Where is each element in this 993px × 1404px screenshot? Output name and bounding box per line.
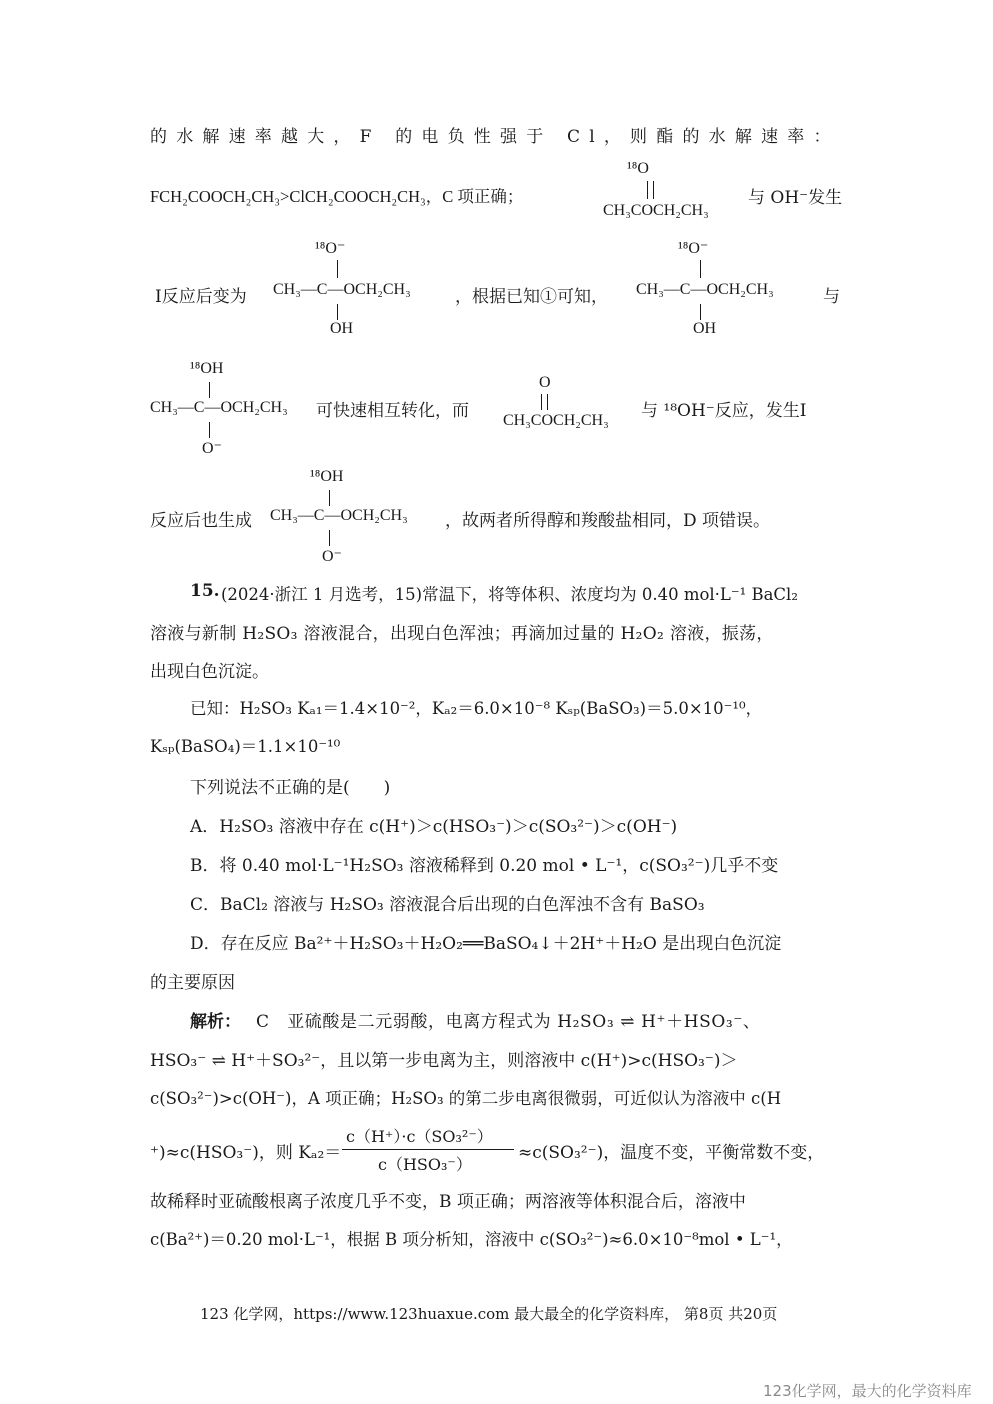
text-line-4b: 与 ¹⁸OH⁻反应，发生Ⅰ: [641, 401, 807, 421]
text-line-2a: FCH₂COOCH₂CH₃>ClCH₂COOCH₂CH₃，C 项正确；: [150, 187, 524, 206]
option-d-line-2: 的主要原因: [150, 973, 235, 993]
option-d-line-1: D．存在反应 Ba²⁺＋H₂SO₃＋H₂O₂══BaSO₄↓＋2H⁺＋H₂O 是出现白色沉淀: [190, 934, 782, 954]
option-c: C．BaCl₂ 溶液与 H₂SO₃ 溶液混合后出现的白色浑浊不含有 BaSO₃: [190, 895, 705, 915]
option-b: B．将 0.40 mol·L⁻¹H₂SO₃ 溶液稀释到 0.20 mol • L⁻¹，c(SO₃²⁻)几乎不变: [190, 856, 779, 876]
text-line-5b: ，故两者所得醇和羧酸盐相同，D 项错误。: [445, 511, 771, 531]
intermediate-1-chain: CH₃—C—OCH₂CH₃: [273, 281, 411, 298]
known-line-2: Kₛₚ(BaSO₄)＝1.1×10⁻¹⁰: [150, 737, 341, 756]
ketone-o18-label: ¹⁸O: [627, 160, 649, 177]
structure-intermediate-2: ¹⁸O⁻ CH₃—C—OCH₂CH₃ OH: [636, 240, 774, 337]
known-line-1: 已知：H₂SO₃ Kₐ₁＝1.4×10⁻²，Kₐ₂＝6.0×10⁻⁸ Kₛₚ(BaSO₃)＝5.0×10⁻¹⁰，: [190, 699, 763, 718]
structure-intermediate-4: ¹⁸OH CH₃—C—OCH₂CH₃ O⁻: [270, 468, 408, 565]
analysis-line-4b: ≈c(SO₃²⁻)，温度不变，平衡常数不变，: [518, 1143, 825, 1163]
text-line-5a: 反应后也生成: [150, 511, 252, 531]
structure-ketone-plain: O CH₃COCH₂CH₃: [503, 374, 609, 429]
ketone-double-bond: [647, 181, 654, 199]
analysis-line-6: c(Ba²⁺)＝0.20 mol·L⁻¹，根据 B 项分析知，溶液中 c(SO₃²⁻)≈6.0×10⁻⁸mol • L⁻¹，: [150, 1230, 793, 1249]
analysis-line-4a: ⁺)≈c(HSO₃⁻)，则 Kₐ₂＝: [150, 1143, 342, 1163]
question-number: 15.: [190, 581, 220, 601]
analysis-line-2: HSO₃⁻ ⇌ H⁺＋SO₃²⁻，且以第一步电离为主，则溶液中 c(H⁺)>c(HSO₃⁻)＞: [150, 1051, 738, 1071]
fraction-bar: [342, 1149, 514, 1150]
structure-ketone-18o: [603, 160, 753, 226]
question-line-2: 溶液与新制 H₂SO₃ 溶液混合，出现白色浑浊；再滴加过量的 H₂O₂ 溶液，振荡，: [150, 624, 774, 644]
text-line-3b: ，根据已知①可知，: [455, 287, 608, 307]
ka2-fraction: [342, 1124, 517, 1174]
question-stem: 下列说法不正确的是( ): [190, 778, 391, 798]
intermediate-1-top: ¹⁸O⁻: [315, 240, 346, 257]
watermark: 123化学网，最大的化学资料库: [763, 1382, 972, 1400]
text-line-3a: Ⅰ反应后变为: [155, 287, 247, 307]
ketone-formula: CH₃COCH₂CH₃: [603, 202, 709, 219]
page-footer: 123 化学网，https://www.123huaxue.com 最大最全的化学资料库， 第8页 共20页: [200, 1305, 778, 1323]
fraction-numerator: c（H⁺）·c（SO₃²⁻）: [346, 1127, 493, 1146]
analysis-line-5: 故稀释时亚硫酸根离子浓度几乎不变，B 项正确；两溶液等体积混合后，溶液中: [150, 1192, 746, 1212]
fraction-denominator: c（HSO₃⁻）: [378, 1155, 472, 1174]
question-line-3: 出现白色沉淀。: [150, 662, 269, 682]
structure-intermediate-3: ¹⁸OH CH₃—C—OCH₂CH₃ O⁻: [150, 360, 288, 457]
option-a: A．H₂SO₃ 溶液中存在 c(H⁺)＞c(HSO₃⁻)＞c(SO₃²⁻)＞c(OH⁻): [190, 817, 678, 837]
text-line-1: 的水解速率越大，F 的电负性强于 Cl，则酯的水解速率：: [150, 127, 840, 147]
text-line-3c: 与: [823, 287, 840, 307]
text-line-2b: 与 OH⁻发生: [748, 188, 843, 208]
analysis-line-3: c(SO₃²⁻)>c(OH⁻)，A 项正确；H₂SO₃ 的第二步电离很微弱，可近似认为溶液中 c(H: [150, 1089, 782, 1108]
intermediate-1-bottom: OH: [330, 320, 354, 337]
text-line-4a: 可快速相互转化，而: [316, 401, 469, 421]
structure-intermediate-1: [273, 238, 463, 342]
analysis-line-1: C 亚硫酸是二元弱酸，电离方程式为 H₂SO₃ ⇌ H⁺＋HSO₃⁻、: [256, 1012, 761, 1032]
question-line-1: (2024·浙江 1 月选考，15)常温下，将等体积、浓度均为 0.40 mol·L⁻¹ BaCl₂: [221, 585, 798, 604]
analysis-label: 解析：: [190, 1012, 241, 1032]
